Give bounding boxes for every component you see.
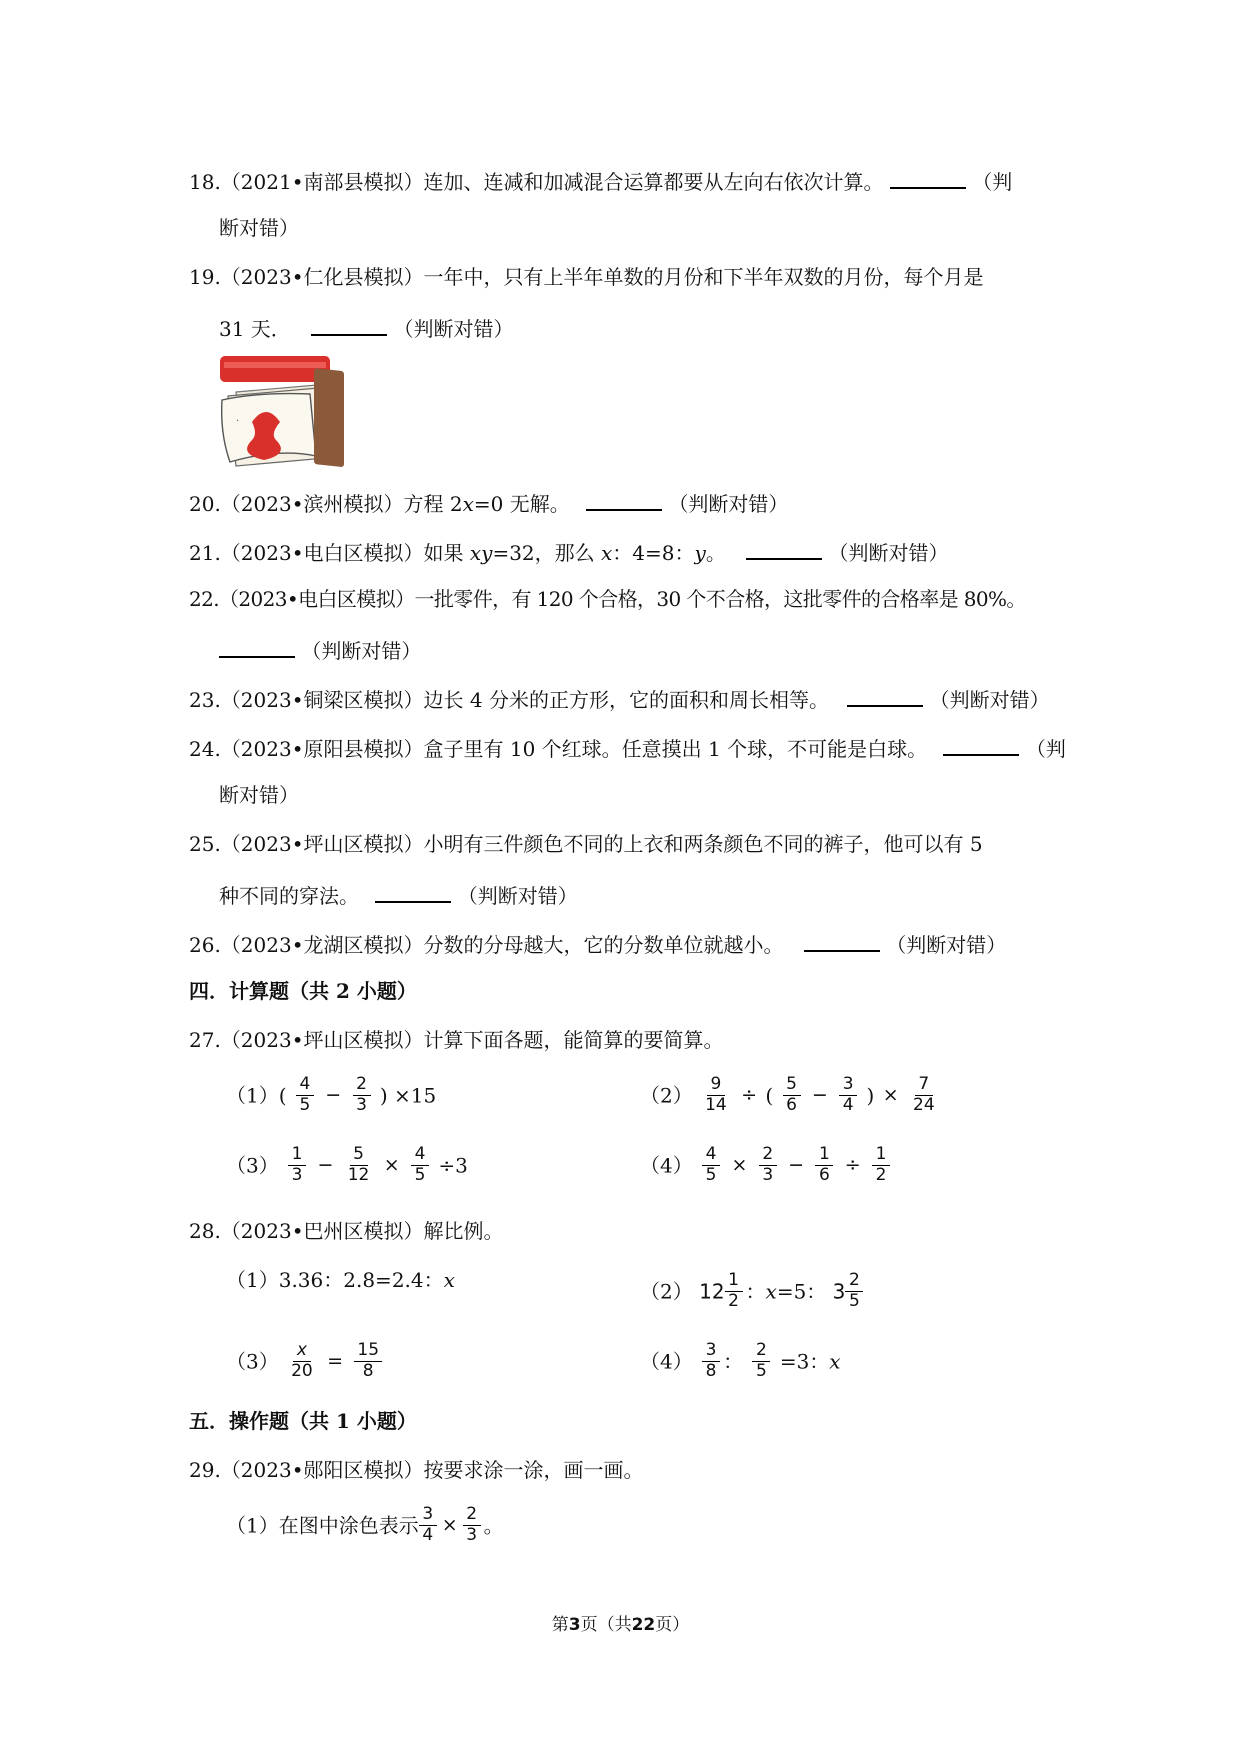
- q23-line: [189, 687, 1050, 710]
- q27-p3-label: （3）: [226, 1153, 279, 1178]
- q21-var-y: y: [694, 541, 706, 565]
- q26-text: 26.（2023•龙湖区模拟）分数的分母越大，它的分数单位就越小。: [189, 933, 784, 957]
- q27-p4-op2: −: [788, 1153, 805, 1176]
- q19-answer-blank[interactable]: [311, 316, 387, 336]
- q27-p2-frac2: $\frac{5}{6}$: [783, 1076, 801, 1115]
- q20-text: 20.（2023•滨州模拟）方程 2: [189, 492, 463, 516]
- q21-text-3: ：4=8：: [612, 541, 695, 565]
- q27-stem: 27.（2023•坪山区模拟）计算下面各题，能简算的要简算。: [189, 1028, 724, 1052]
- q18-answer-blank[interactable]: [890, 169, 966, 189]
- q27-p3-frac1: $\frac{1}{3}$: [288, 1146, 306, 1185]
- q18-line2: [219, 218, 299, 238]
- q27-p2-close: ): [866, 1083, 875, 1108]
- q28-p2-eq: =5：: [776, 1279, 827, 1304]
- q27-p4-label: （4）: [640, 1153, 693, 1178]
- q27-part1: [226, 1076, 436, 1115]
- q27-p1-op1: −: [325, 1083, 342, 1106]
- q21-text-2: =32，那么: [492, 541, 602, 565]
- q28-p2-label: （2）: [640, 1279, 693, 1304]
- q21-answer-blank[interactable]: [746, 540, 822, 560]
- q28-p1-label: （1）3.36：2.8=2.4：: [226, 1268, 444, 1292]
- q22-answer-blank[interactable]: [219, 638, 295, 658]
- q21-judge: （判断对错）: [828, 541, 949, 565]
- q28-p2-var-x: x: [765, 1279, 777, 1304]
- q21-line: [189, 540, 949, 563]
- q20-answer-blank[interactable]: [586, 491, 662, 511]
- calendar-illustration: [218, 352, 354, 470]
- q25-answer-blank[interactable]: [375, 883, 451, 903]
- q18-text: 18.（2021•南部县模拟）连加、连减和加减混合运算都要从左向右依次计算。: [189, 170, 884, 194]
- q20-text-2: =0 无解。: [473, 492, 570, 516]
- q27-p4-op1: ×: [731, 1153, 748, 1176]
- q24-text: 24.（2023•原阳县模拟）盒子里有 10 个红球。任意摸出 1 个球，不可能是白球。: [189, 737, 928, 761]
- q19-text-2: 31 天．: [219, 317, 291, 341]
- q27-p4-frac1: $\frac{4}{5}$: [702, 1146, 720, 1185]
- section-4-heading: 四．计算题（共 2 小题）: [189, 979, 417, 1003]
- q25-text-2: 种不同的穿法。: [219, 884, 359, 908]
- footer-middle: 页（共: [580, 1615, 632, 1635]
- footer-total-pages: 22: [631, 1615, 656, 1635]
- q29-p1-frac2: $\frac{2}{3}$: [463, 1506, 481, 1545]
- footer-suffix: 页）: [655, 1615, 690, 1635]
- q28-p2-sep: ：: [745, 1279, 766, 1304]
- q27-p3-op1: −: [317, 1153, 334, 1176]
- q27-p4-frac2: $\frac{2}{3}$: [759, 1146, 777, 1185]
- q26-line: [189, 932, 1006, 955]
- q18-line1: [189, 169, 1012, 192]
- q21-text: 21.（2023•电白区模拟）如果: [189, 541, 470, 565]
- q27-p1-label: （1）(: [226, 1083, 287, 1108]
- q19-text: 19.（2023•仁化县模拟）一年中，只有上半年单数的月份和下半年双数的月份，每个月是: [189, 265, 984, 289]
- q25-line1: [189, 834, 983, 854]
- q27-p3-frac2: $\frac{5}{12}$: [347, 1144, 370, 1185]
- q18-judge-a: （判: [972, 170, 1013, 194]
- q27-p4-op3: ÷: [844, 1153, 861, 1176]
- q29-stem: 29.（2023•郧阳区模拟）按要求涂一涂，画一画。: [189, 1458, 644, 1482]
- q28-p2-frac1: $\frac{1}{2}$: [725, 1272, 743, 1311]
- q28-p2-frac2: $\frac{2}{5}$: [845, 1272, 863, 1311]
- q22-line2: [219, 638, 421, 661]
- q27-p1-tail: ) ×15: [379, 1083, 437, 1108]
- q28-p1-var-x: x: [443, 1268, 455, 1292]
- svg-text:·: ·: [236, 416, 240, 427]
- section-5-heading: 五．操作题（共 1 小题）: [189, 1409, 417, 1433]
- q28-part1: [226, 1270, 455, 1290]
- q27-p2-label: （2）: [640, 1083, 693, 1108]
- q27-p1-frac1: $\frac{4}{5}$: [296, 1076, 314, 1115]
- q27-part4: [640, 1146, 893, 1185]
- q28-part2: [640, 1272, 866, 1311]
- q27-p2-op2: −: [811, 1083, 828, 1106]
- footer-page-number: 3: [568, 1615, 581, 1635]
- q28-p4-var-x: x: [829, 1349, 841, 1374]
- q20-var-x: x: [462, 492, 474, 516]
- q27-part3: [226, 1146, 468, 1185]
- q20-judge: （判断对错）: [668, 492, 789, 516]
- q23-answer-blank[interactable]: [847, 687, 923, 707]
- q28-p3-frac2: $\frac{15}{8}$: [354, 1342, 382, 1381]
- q24-judge-a: （判: [1025, 737, 1066, 761]
- q28-p4-sep: ：: [723, 1349, 744, 1374]
- q28-stem: 28.（2023•巴州区模拟）解比例。: [189, 1219, 504, 1243]
- q22-judge: （判断对错）: [301, 639, 422, 663]
- q27-p4-frac3: $\frac{1}{6}$: [815, 1146, 833, 1185]
- q22-line1: [189, 589, 1026, 609]
- q25-judge: （判断对错）: [457, 884, 578, 908]
- q19-judge: （判断对错）: [393, 317, 514, 341]
- page-footer: [0, 1610, 1241, 1635]
- q25-text: 25.（2023•坪山区模拟）小明有三件颜色不同的上衣和两条颜色不同的裤子，他可以有 5: [189, 832, 983, 856]
- q27-p2-op1: ÷: [741, 1083, 758, 1106]
- q29-part1: [226, 1506, 504, 1545]
- q27-p3-frac3: $\frac{4}{5}$: [411, 1146, 429, 1185]
- q24-answer-blank[interactable]: [943, 736, 1019, 756]
- q28-p2-int1: 12: [699, 1279, 725, 1304]
- q28-p4-frac2: $\frac{2}{5}$: [752, 1342, 770, 1381]
- q24-judge-b: 断对错）: [219, 783, 299, 807]
- q28-p3-frac1: $\frac{x}{20}$: [291, 1340, 313, 1381]
- q28-part4: [640, 1342, 841, 1381]
- q27-p2-frac1: $\frac{9}{14}$: [705, 1074, 727, 1115]
- q25-line2: [219, 883, 578, 906]
- q21-var-x: x: [601, 541, 613, 565]
- q28-p4-tail: =3：: [779, 1349, 830, 1374]
- q26-judge: （判断对错）: [886, 933, 1007, 957]
- q27-part2: [640, 1076, 941, 1115]
- q20-line: [189, 491, 788, 514]
- q29-p1-tail: 。: [483, 1513, 504, 1538]
- q19-line1: [189, 267, 984, 287]
- q29-p1-op: ×: [441, 1513, 458, 1536]
- q27-p3-tail: ÷3: [438, 1153, 468, 1178]
- q29-p1-label: （1）在图中涂色表示: [226, 1513, 419, 1538]
- q23-text: 23.（2023•铜梁区模拟）边长 4 分米的正方形，它的面积和周长相等。: [189, 688, 829, 712]
- q29-p1-frac1: $\frac{3}{4}$: [419, 1506, 437, 1545]
- q22-text: 22.（2023•电白区模拟）一批零件，有 120 个合格，30 个不合格，这批零件的合格率是 80%。: [189, 587, 1026, 611]
- footer-prefix: 第: [551, 1615, 569, 1635]
- q28-part3: [226, 1342, 385, 1381]
- q27-p3-op2: ×: [383, 1153, 400, 1176]
- q28-p2-int2: 3: [832, 1279, 846, 1304]
- q26-answer-blank[interactable]: [804, 932, 880, 952]
- q24-line1: [189, 736, 1066, 759]
- q28-p3-label: （3）: [226, 1349, 279, 1374]
- q23-judge: （判断对错）: [929, 688, 1050, 712]
- q21-text-4: 。: [705, 541, 726, 565]
- q28-p4-frac1: $\frac{3}{8}$: [702, 1342, 720, 1381]
- q24-line2: [219, 785, 299, 805]
- q27-p2-open: (: [765, 1083, 774, 1108]
- q28-p3-eq: =: [327, 1349, 344, 1372]
- q28-p4-label: （4）: [640, 1349, 693, 1374]
- q18-judge-b: 断对错）: [219, 216, 299, 240]
- q27-p2-op3: ×: [882, 1083, 899, 1106]
- q19-line2: [219, 316, 514, 339]
- q21-var-xy: xy: [469, 541, 493, 565]
- q27-p2-frac3: $\frac{3}{4}$: [839, 1076, 857, 1115]
- q27-p4-frac4: $\frac{1}{2}$: [872, 1146, 890, 1185]
- q27-p1-frac2: $\frac{2}{3}$: [353, 1076, 371, 1115]
- q27-p2-frac4: $\frac{7}{24}$: [913, 1074, 935, 1115]
